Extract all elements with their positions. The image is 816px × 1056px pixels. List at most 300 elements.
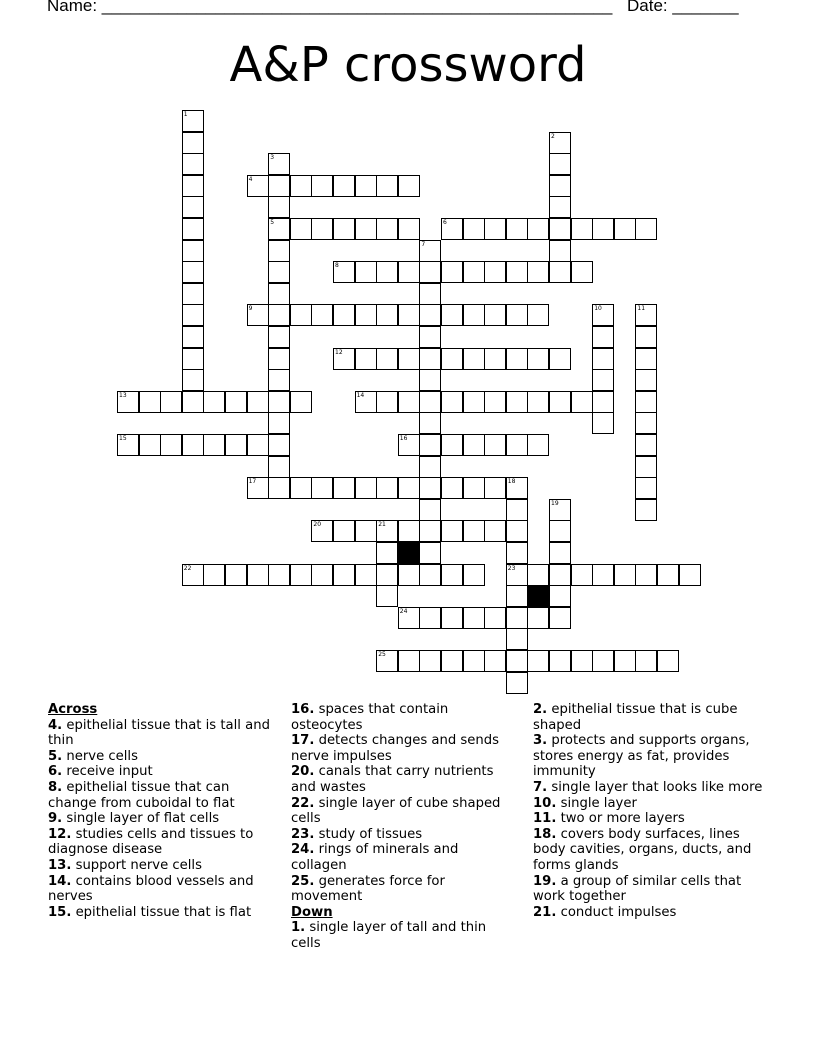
crossword-cell[interactable]: [506, 218, 528, 240]
crossword-cell[interactable]: [376, 542, 398, 564]
crossword-cell[interactable]: [506, 628, 528, 650]
crossword-cell[interactable]: [657, 650, 679, 672]
crossword-cell[interactable]: [484, 520, 506, 542]
crossword-cell[interactable]: [527, 391, 549, 413]
crossword-cell[interactable]: [571, 564, 593, 586]
crossword-cell-number: 23: [507, 564, 516, 572]
crossword-cell[interactable]: [311, 304, 333, 326]
clue-number: 6.: [48, 764, 63, 780]
clue-number: 7.: [533, 779, 548, 795]
crossword-cell[interactable]: [268, 477, 290, 499]
crossword-cell[interactable]: [268, 218, 290, 240]
crossword-cell[interactable]: [463, 391, 485, 413]
crossword-cell-number: 3: [270, 154, 275, 162]
crossword-cell[interactable]: [182, 132, 204, 154]
crossword-cell[interactable]: [311, 175, 333, 197]
crossword-cell[interactable]: [657, 564, 679, 586]
crossword-cell[interactable]: [635, 499, 657, 521]
clue-text: single layer that looks like more: [547, 779, 763, 795]
crossword-cell[interactable]: [398, 175, 420, 197]
crossword-cell[interactable]: [182, 434, 204, 456]
crossword-cell[interactable]: [268, 456, 290, 478]
crossword-cell[interactable]: [484, 477, 506, 499]
crossword-cell[interactable]: [247, 391, 269, 413]
crossword-cell-number: 14: [356, 391, 365, 399]
crossword-cell[interactable]: [419, 434, 441, 456]
crossword-cell[interactable]: [117, 434, 139, 456]
crossword-cell[interactable]: [355, 477, 377, 499]
crossword-cell[interactable]: [333, 348, 355, 370]
crossword-cell[interactable]: [463, 261, 485, 283]
crossword-cell[interactable]: [376, 348, 398, 370]
crossword-cell[interactable]: [463, 564, 485, 586]
crossword-cell[interactable]: [635, 434, 657, 456]
crossword-cell[interactable]: [225, 391, 247, 413]
crossword-cell[interactable]: [549, 153, 571, 175]
crossword-cell[interactable]: [160, 391, 182, 413]
crossword-cell[interactable]: [333, 218, 355, 240]
crossword-cell[interactable]: [419, 607, 441, 629]
crossword-cell[interactable]: [290, 391, 312, 413]
clue-number: 1.: [291, 920, 306, 936]
crossword-cell[interactable]: [182, 261, 204, 283]
crossword-cell[interactable]: [398, 304, 420, 326]
crossword-cell[interactable]: [376, 218, 398, 240]
clue-item: [291, 796, 516, 827]
crossword-cell[interactable]: [441, 304, 463, 326]
crossword-cell[interactable]: [355, 564, 377, 586]
crossword-cell[interactable]: [571, 261, 593, 283]
clue-number: 3.: [533, 733, 548, 749]
clue-item: [533, 702, 768, 733]
clue-text: epithelial tissue that is cube shaped: [533, 702, 738, 733]
clue-item: [291, 702, 516, 733]
crossword-cell-number: 16: [399, 435, 408, 442]
crossword-cell[interactable]: [290, 218, 312, 240]
crossword-cell[interactable]: [117, 391, 139, 413]
crossword-cell[interactable]: [549, 391, 571, 413]
crossword-cell[interactable]: [571, 650, 593, 672]
clue-text: support nerve cells: [71, 857, 202, 873]
crossword-cell[interactable]: [355, 261, 377, 283]
crossword-cell[interactable]: [635, 650, 657, 672]
crossword-cell[interactable]: [268, 391, 290, 413]
crossword-cell[interactable]: [506, 650, 528, 672]
crossword-cell[interactable]: [182, 564, 204, 586]
crossword-cell[interactable]: [549, 607, 571, 629]
clue-number: 9.: [48, 811, 63, 827]
clue-item: [48, 905, 273, 921]
crossword-cell[interactable]: [635, 218, 657, 240]
crossword-cell[interactable]: [398, 348, 420, 370]
crossword-cell[interactable]: [419, 261, 441, 283]
crossword-cell[interactable]: [333, 261, 355, 283]
crossword-cell[interactable]: [268, 412, 290, 434]
crossword-cell[interactable]: [419, 304, 441, 326]
crossword-cell[interactable]: [441, 348, 463, 370]
crossword-cell[interactable]: [203, 391, 225, 413]
crossword-cell[interactable]: [506, 477, 528, 499]
crossword-cell[interactable]: [441, 650, 463, 672]
crossword-cell[interactable]: [268, 196, 290, 218]
clue-text: single layer of cube shaped cells: [291, 795, 501, 827]
clue-item: [533, 780, 768, 796]
crossword-cell[interactable]: [549, 218, 571, 240]
crossword-cell[interactable]: [463, 348, 485, 370]
crossword-cell[interactable]: [268, 348, 290, 370]
crossword-cell[interactable]: [592, 218, 614, 240]
crossword-cell[interactable]: [527, 261, 549, 283]
crossword-cell[interactable]: [419, 391, 441, 413]
crossword-cell-number: 9: [248, 305, 253, 313]
clue-number: 21.: [533, 904, 557, 920]
crossword-cell[interactable]: [527, 304, 549, 326]
crossword-cell[interactable]: [419, 499, 441, 521]
crossword-cell[interactable]: [247, 304, 269, 326]
crossword-cell[interactable]: [182, 391, 204, 413]
crossword-cell[interactable]: [398, 261, 420, 283]
crossword-cell[interactable]: [527, 434, 549, 456]
crossword-cell[interactable]: [549, 175, 571, 197]
crossword-cell[interactable]: [527, 564, 549, 586]
crossword-cell[interactable]: [419, 240, 441, 262]
crossword-cell[interactable]: [592, 326, 614, 348]
crossword-cell[interactable]: [549, 650, 571, 672]
crossword-cell[interactable]: [333, 520, 355, 542]
clue-item: [48, 858, 273, 874]
crossword-cell[interactable]: [635, 348, 657, 370]
crossword-cell[interactable]: [247, 434, 269, 456]
crossword-cell[interactable]: [506, 434, 528, 456]
crossword-cell[interactable]: [333, 175, 355, 197]
crossword-cell[interactable]: [463, 434, 485, 456]
crossword-cell[interactable]: [376, 304, 398, 326]
crossword-cell[interactable]: [182, 369, 204, 391]
clue-item: [48, 764, 273, 780]
crossword-cell[interactable]: [463, 477, 485, 499]
crossword-cell[interactable]: [290, 304, 312, 326]
clue-text: detects changes and sends nerve impulses: [291, 733, 499, 764]
crossword-cell[interactable]: [527, 218, 549, 240]
crossword-cell[interactable]: [549, 348, 571, 370]
crossword-cell[interactable]: [290, 477, 312, 499]
crossword-cell[interactable]: [419, 650, 441, 672]
crossword-cell[interactable]: [441, 564, 463, 586]
crossword-cell[interactable]: [355, 175, 377, 197]
crossword-cell[interactable]: [419, 369, 441, 391]
crossword-cell[interactable]: [139, 434, 161, 456]
crossword-cell[interactable]: [506, 261, 528, 283]
crossword-cell[interactable]: [182, 283, 204, 305]
crossword-cell[interactable]: [484, 650, 506, 672]
crossword-cell[interactable]: [635, 564, 657, 586]
crossword-cell[interactable]: [614, 650, 636, 672]
crossword-cell[interactable]: [592, 564, 614, 586]
clue-item: [291, 874, 516, 905]
crossword-cell[interactable]: [419, 456, 441, 478]
crossword-cell[interactable]: [614, 218, 636, 240]
crossword-cell[interactable]: [268, 240, 290, 262]
clue-number: 14.: [48, 873, 72, 889]
crossword-cell[interactable]: [311, 477, 333, 499]
crossword-cell[interactable]: [441, 607, 463, 629]
crossword-black-square: [398, 542, 420, 564]
clue-number: 22.: [291, 795, 315, 811]
clue-item: [291, 920, 516, 951]
crossword-cell[interactable]: [268, 434, 290, 456]
crossword-cell[interactable]: [592, 412, 614, 434]
clues-column-3: [533, 702, 768, 920]
crossword-cell[interactable]: [311, 218, 333, 240]
clue-text: canals that carry nutrients and wastes: [291, 764, 494, 795]
crossword-cell[interactable]: [355, 304, 377, 326]
crossword-cell-number: 15: [119, 435, 127, 442]
crossword-cell[interactable]: [182, 110, 204, 132]
crossword-cell[interactable]: [419, 326, 441, 348]
crossword-cell[interactable]: [398, 477, 420, 499]
crossword-cell[interactable]: [506, 348, 528, 370]
crossword-cell[interactable]: [571, 218, 593, 240]
clue-item: [533, 905, 768, 921]
crossword-cell[interactable]: [441, 477, 463, 499]
crossword-cell[interactable]: [506, 672, 528, 694]
crossword-cell[interactable]: [376, 585, 398, 607]
crossword-cell[interactable]: [484, 607, 506, 629]
crossword-cell-number: 7: [421, 240, 426, 248]
crossword-cell[interactable]: [549, 564, 571, 586]
crossword-cell[interactable]: [268, 304, 290, 326]
crossword-cell[interactable]: [549, 542, 571, 564]
crossword-cell[interactable]: [376, 520, 398, 542]
crossword-cell[interactable]: [268, 369, 290, 391]
crossword-cell[interactable]: [506, 564, 528, 586]
crossword-cell[interactable]: [441, 391, 463, 413]
date-field-label: Date: _______: [627, 0, 739, 15]
crossword-cell[interactable]: [463, 304, 485, 326]
crossword-cell[interactable]: [398, 564, 420, 586]
crossword-cell[interactable]: [506, 391, 528, 413]
crossword-cell[interactable]: [290, 175, 312, 197]
clue-text: conduct impulses: [556, 904, 677, 920]
crossword-cell[interactable]: [333, 304, 355, 326]
crossword-cell[interactable]: [635, 477, 657, 499]
clue-number: 16.: [291, 702, 315, 717]
crossword-cell[interactable]: [160, 434, 182, 456]
crossword-cell[interactable]: [549, 585, 571, 607]
crossword-cell[interactable]: [182, 326, 204, 348]
crossword-cell[interactable]: [484, 348, 506, 370]
clue-item: [533, 827, 768, 874]
crossword-cell-number: 8: [335, 262, 339, 270]
crossword-cell[interactable]: [635, 456, 657, 478]
crossword-cell[interactable]: [549, 196, 571, 218]
crossword-cell[interactable]: [419, 348, 441, 370]
crossword-cell[interactable]: [549, 132, 571, 154]
crossword-cell[interactable]: [419, 412, 441, 434]
crossword-cell[interactable]: [484, 218, 506, 240]
crossword-cell[interactable]: [506, 304, 528, 326]
crossword-cell[interactable]: [376, 650, 398, 672]
crossword-cell[interactable]: [182, 240, 204, 262]
clue-text: single layer of tall and thin cells: [291, 920, 487, 951]
crossword-cell[interactable]: [592, 391, 614, 413]
crossword-cell[interactable]: [290, 564, 312, 586]
crossword-cell[interactable]: [527, 650, 549, 672]
crossword-black-square: [527, 585, 549, 607]
crossword-cell[interactable]: [592, 348, 614, 370]
crossword-cell[interactable]: [355, 348, 377, 370]
crossword-cell[interactable]: [182, 153, 204, 175]
crossword-cell[interactable]: [506, 607, 528, 629]
crossword-cell[interactable]: [182, 348, 204, 370]
crossword-cell[interactable]: [182, 218, 204, 240]
clue-text: single layer: [556, 795, 637, 811]
crossword-cell[interactable]: [203, 434, 225, 456]
crossword-cell[interactable]: [182, 304, 204, 326]
crossword-cell[interactable]: [376, 391, 398, 413]
crossword-cell[interactable]: [203, 564, 225, 586]
clue-text: epithelial tissue that is flat: [71, 904, 252, 920]
crossword-cell[interactable]: [376, 261, 398, 283]
crossword-cell[interactable]: [571, 391, 593, 413]
crossword-cell[interactable]: [527, 348, 549, 370]
crossword-cell[interactable]: [182, 196, 204, 218]
clue-number: 23.: [291, 826, 315, 842]
clue-text: epithelial tissue that can change from cuboidal to flat: [48, 779, 235, 811]
crossword-cell[interactable]: [506, 585, 528, 607]
crossword-cell[interactable]: [398, 391, 420, 413]
crossword-cell[interactable]: [247, 564, 269, 586]
crossword-cell[interactable]: [419, 564, 441, 586]
crossword-cell[interactable]: [311, 520, 333, 542]
crossword-cell[interactable]: [506, 542, 528, 564]
crossword-cell[interactable]: [463, 607, 485, 629]
crossword-cell[interactable]: [549, 240, 571, 262]
crossword-cell[interactable]: [506, 520, 528, 542]
clue-number: 8.: [48, 779, 63, 795]
clue-number: 12.: [48, 826, 72, 842]
crossword-cell[interactable]: [635, 412, 657, 434]
across-heading: Across: [48, 702, 98, 717]
crossword-cell[interactable]: [463, 218, 485, 240]
crossword-cell[interactable]: [549, 520, 571, 542]
crossword-cell[interactable]: [635, 304, 657, 326]
crossword-cell[interactable]: [268, 261, 290, 283]
clue-number: 10.: [533, 795, 557, 811]
crossword-cell[interactable]: [225, 564, 247, 586]
clue-text: study of tissues: [314, 826, 423, 842]
crossword-cell[interactable]: [441, 434, 463, 456]
clue-number: 19.: [533, 873, 557, 889]
crossword-cell-number: 17: [248, 478, 257, 486]
crossword-cell[interactable]: [592, 304, 614, 326]
crossword-cell-number: 2: [551, 132, 555, 140]
clue-text: contains blood vessels and nerves: [48, 873, 254, 905]
crossword-cell[interactable]: [635, 326, 657, 348]
clue-item: [533, 874, 768, 905]
crossword-cell[interactable]: [333, 477, 355, 499]
crossword-cell[interactable]: [635, 369, 657, 391]
crossword-cell[interactable]: [441, 520, 463, 542]
clue-item: [48, 811, 273, 827]
crossword-cell[interactable]: [398, 607, 420, 629]
crossword-cell-number: 4: [248, 175, 253, 183]
crossword-cell[interactable]: [376, 477, 398, 499]
clue-item: [533, 811, 768, 827]
crossword-cell-number: 5: [270, 219, 275, 226]
crossword-cell[interactable]: [268, 564, 290, 586]
crossword-cell[interactable]: [419, 477, 441, 499]
clue-text: a group of similar cells that work together: [533, 873, 742, 905]
crossword-cell[interactable]: [484, 261, 506, 283]
clue-item: [533, 796, 768, 812]
crossword-cell[interactable]: [398, 434, 420, 456]
crossword-cell[interactable]: [679, 564, 701, 586]
crossword-cell[interactable]: [614, 564, 636, 586]
crossword-cell[interactable]: [355, 218, 377, 240]
crossword-cell[interactable]: [484, 434, 506, 456]
crossword-cell[interactable]: [355, 391, 377, 413]
clue-number: 15.: [48, 904, 72, 920]
crossword-cell[interactable]: [225, 434, 247, 456]
crossword-cell[interactable]: [355, 520, 377, 542]
crossword-cell[interactable]: [376, 175, 398, 197]
crossword-cell[interactable]: [247, 175, 269, 197]
crossword-cell[interactable]: [376, 564, 398, 586]
clue-number: 17.: [291, 733, 315, 749]
crossword-cell[interactable]: [635, 391, 657, 413]
clues-column-1: [48, 702, 273, 920]
crossword-cell[interactable]: [182, 175, 204, 197]
clue-item: [48, 718, 273, 749]
crossword-cell[interactable]: [268, 326, 290, 348]
crossword-cell[interactable]: [463, 650, 485, 672]
crossword-cell[interactable]: [419, 283, 441, 305]
crossword-cell[interactable]: [527, 607, 549, 629]
crossword-cell[interactable]: [549, 261, 571, 283]
clue-number: 11.: [533, 811, 557, 827]
crossword-cell[interactable]: [484, 391, 506, 413]
crossword-cell[interactable]: [268, 153, 290, 175]
clue-text: nerve cells: [62, 748, 138, 764]
crossword-cell[interactable]: [463, 520, 485, 542]
crossword-cell[interactable]: [247, 477, 269, 499]
crossword-cell[interactable]: [441, 218, 463, 240]
crossword-cell[interactable]: [139, 391, 161, 413]
clue-item: [48, 749, 273, 765]
crossword-cell[interactable]: [592, 650, 614, 672]
crossword-cell[interactable]: [268, 283, 290, 305]
crossword-cell[interactable]: [398, 650, 420, 672]
crossword-cell[interactable]: [398, 520, 420, 542]
crossword-cell[interactable]: [419, 520, 441, 542]
crossword-cell[interactable]: [398, 218, 420, 240]
clue-item: [291, 733, 516, 764]
crossword-cell[interactable]: [419, 542, 441, 564]
clue-text: spaces that contain osteocytes: [291, 702, 449, 733]
crossword-cell[interactable]: [333, 564, 355, 586]
crossword-cell[interactable]: [592, 369, 614, 391]
crossword-cell[interactable]: [549, 499, 571, 521]
crossword-cell[interactable]: [506, 499, 528, 521]
crossword-cell[interactable]: [311, 564, 333, 586]
crossword-cell[interactable]: [484, 304, 506, 326]
clue-text: two or more layers: [556, 811, 685, 827]
crossword-cell[interactable]: [268, 175, 290, 197]
crossword-cell[interactable]: [441, 261, 463, 283]
clue-item: [48, 827, 273, 858]
clue-text: protects and supports organs, stores energy as fat, provides immunity: [533, 733, 750, 780]
